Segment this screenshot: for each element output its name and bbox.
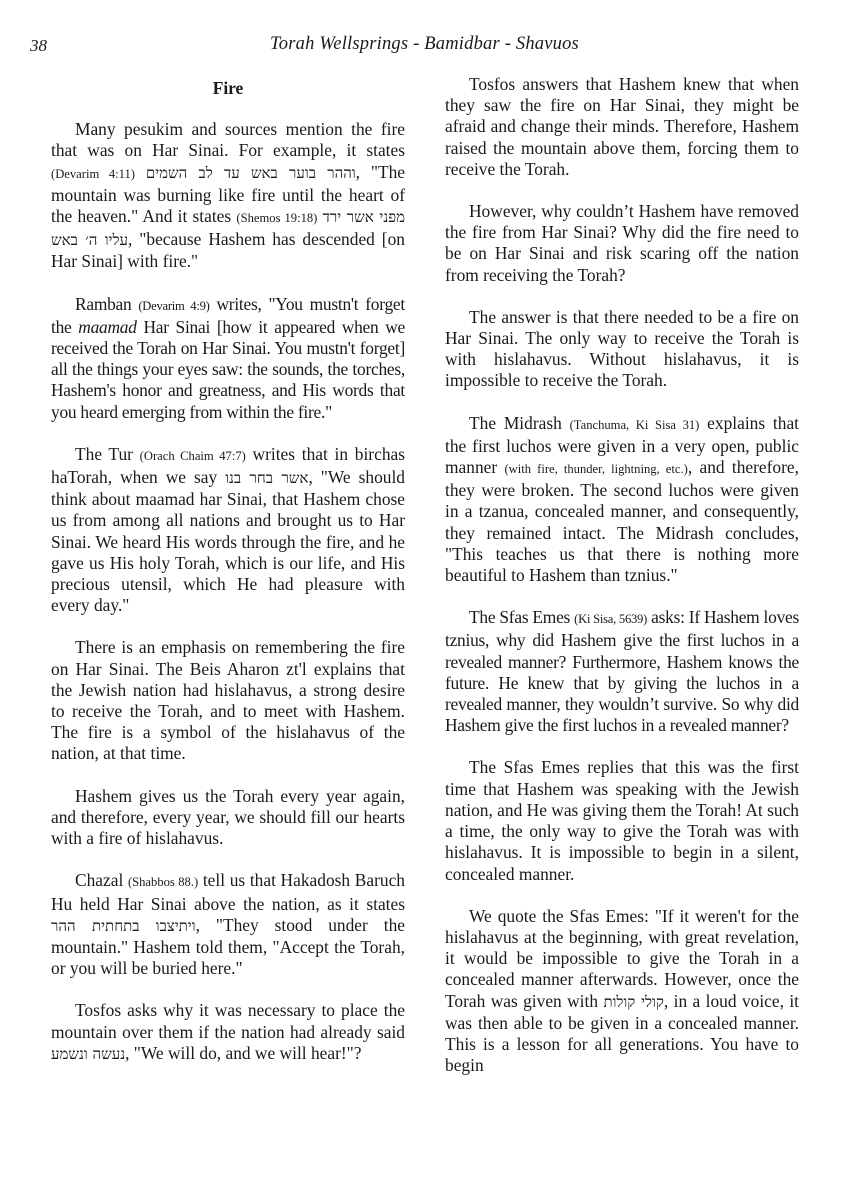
text: Chazal bbox=[75, 870, 128, 891]
text: , and therefore, they were broken. The second luchos were given in a tzanua, concealed manner, and consequently, they remained intact. The Midrash concludes, "This teaches us that there is nothing more beautiful to Hashem than tznius." bbox=[445, 457, 799, 586]
source-citation: (Devarim 4:11) bbox=[51, 166, 135, 181]
text: We quote the Sfas Emes: "If it weren't for the hislahavus at the beginning, with great revelation, it would be impossible to give the Torah in a concealed manner afterwards. However, once the Torah was given with bbox=[445, 905, 799, 1011]
text: Har Sinai [how it appeared when we received the Torah on Har Sinai. You mustn't forget] all the things your eyes saw: the sounds, the torches, Hashem's honor and greatness, and His words that you heard emerging from within the fire." bbox=[51, 316, 406, 422]
paragraph bbox=[445, 906, 799, 1077]
hebrew-quote: ויתיצבו בתחתית ההר bbox=[51, 916, 196, 935]
hebrew-quote: מפני אשר ירד עליו ה׳ באש bbox=[51, 208, 405, 250]
source-citation: (Shemos 19:18) bbox=[236, 211, 318, 226]
text: The Sfas Emes bbox=[469, 607, 575, 628]
paragraph bbox=[445, 413, 799, 587]
paragraph: Hashem gives us the Torah every year again, and therefore, every year, we should fill our hearts with a fire of hislahavus. bbox=[51, 785, 405, 849]
source-citation: (Orach Chaim 47:7) bbox=[139, 448, 246, 463]
text: writes, "You mustn't forget the bbox=[51, 293, 405, 337]
right-column bbox=[445, 74, 799, 1097]
paragraph bbox=[51, 294, 405, 423]
source-citation: (Devarim 4:9) bbox=[138, 298, 210, 313]
text: , "We should think about maamad har Sinai, that Hashem chose us from among all nations and brought us to Har Sinai. We heard His words through the fire, and he gave us His holy Torah, which is our life, and His precious utensil, which He had pleasure with every day." bbox=[51, 467, 405, 616]
hebrew-quote: קולי קולות bbox=[603, 992, 664, 1011]
page-header bbox=[0, 0, 849, 70]
paragraph bbox=[51, 444, 405, 617]
running-title: Torah Wellsprings - Bamidbar - Shavuos bbox=[270, 34, 579, 54]
text: asks: If Hashem loves tznius, why did Hashem give the first luchos in a revealed manner? Furthermore, Hashem knows the future. He knew that by giving the luchos in a revealed manner, they wouldn’t survive. So why did Hashem give the first luchos in a revealed manner? bbox=[445, 607, 800, 736]
text: The Tur bbox=[75, 443, 140, 464]
hebrew-quote: אשר בחר בנו bbox=[225, 469, 309, 488]
paragraph bbox=[51, 870, 405, 979]
page-number: 38 bbox=[30, 36, 47, 55]
left-column bbox=[51, 74, 405, 1086]
section-heading: Fire bbox=[212, 78, 244, 98]
text: , "The mountain was burning like fire until the heart of the heaven." And it states bbox=[51, 161, 405, 227]
text: The Midrash bbox=[469, 412, 570, 433]
text: Tosfos asks why it was necessary to place the mountain over them if the nation had already said bbox=[51, 1000, 405, 1042]
paragraph bbox=[51, 1000, 405, 1065]
source-citation: (with fire, thunder, lightning, etc.) bbox=[504, 462, 688, 477]
hebrew-quote: וההר בוער באש עד לב השמים bbox=[145, 163, 356, 182]
source-citation: (Shabbos 88.) bbox=[127, 875, 199, 890]
italic-term: maamad bbox=[78, 316, 137, 337]
text: , "They stood under the mountain." Hashem told them, "Accept the Torah, or you will be buried here." bbox=[51, 914, 405, 979]
text: explains that the first luchos were given in a very open, public manner bbox=[445, 412, 799, 478]
text: Ramban bbox=[75, 293, 139, 314]
source-citation: (Ki Sisa, 5639) bbox=[574, 612, 648, 627]
paragraph: The Sfas Emes replies that this was the first time that Hashem was speaking with the Jewish nation, and He was giving them the Torah! At such a time, the only way to give the Torah was with hislahavus. It is impossible to begin in a silent, concealed manner. bbox=[445, 757, 799, 884]
source-citation: (Tanchuma, Ki Sisa 31) bbox=[569, 417, 700, 432]
paragraph bbox=[51, 119, 405, 272]
paragraph: The answer is that there needed to be a fire on Har Sinai. The only way to receive the Torah is with hislahavus. Without hislahavus, it is impossible to receive the Torah. bbox=[445, 306, 799, 391]
text: Many pesukim and sources mention the fire that was on Har Sinai. For example, it states bbox=[51, 119, 405, 161]
text: writes that in birchas haTorah, when we say bbox=[51, 443, 405, 488]
paragraph bbox=[445, 607, 799, 736]
text: , "We will do, and we will hear!"? bbox=[125, 1042, 362, 1063]
text: , "because Hashem has descended [on Har Sinai] with fire." bbox=[51, 229, 405, 272]
text: tell us that Hakadosh Baruch Hu held Har Sinai above the nation, as it states bbox=[51, 870, 405, 914]
paragraph: However, why couldn’t Hashem have removed the fire from Har Sinai? Why did the fire need to be on Har Sinai and risk scaring off the nation from receiving the Torah? bbox=[445, 201, 799, 285]
text: , in a loud voice, it was then able to be given in a concealed manner. This is a lesson for all generations. You have to begin bbox=[445, 990, 799, 1076]
hebrew-quote: נעשה ונשמע bbox=[51, 1044, 126, 1063]
paragraph: Tosfos answers that Hashem knew that when they saw the fire on Har Sinai, they might be afraid and change their minds. Therefore, Hashem raised the mountain above them, forcing them to receive the Torah. bbox=[445, 74, 799, 179]
paragraph: There is an emphasis on remembering the fire on Har Sinai. The Beis Aharon zt'l explains that the Jewish nation had hislahavus, a strong desire to receive the Torah, and to meet with Hashem. The fire is a symbol of the hislahavus of the nation, at that time. bbox=[51, 637, 405, 764]
